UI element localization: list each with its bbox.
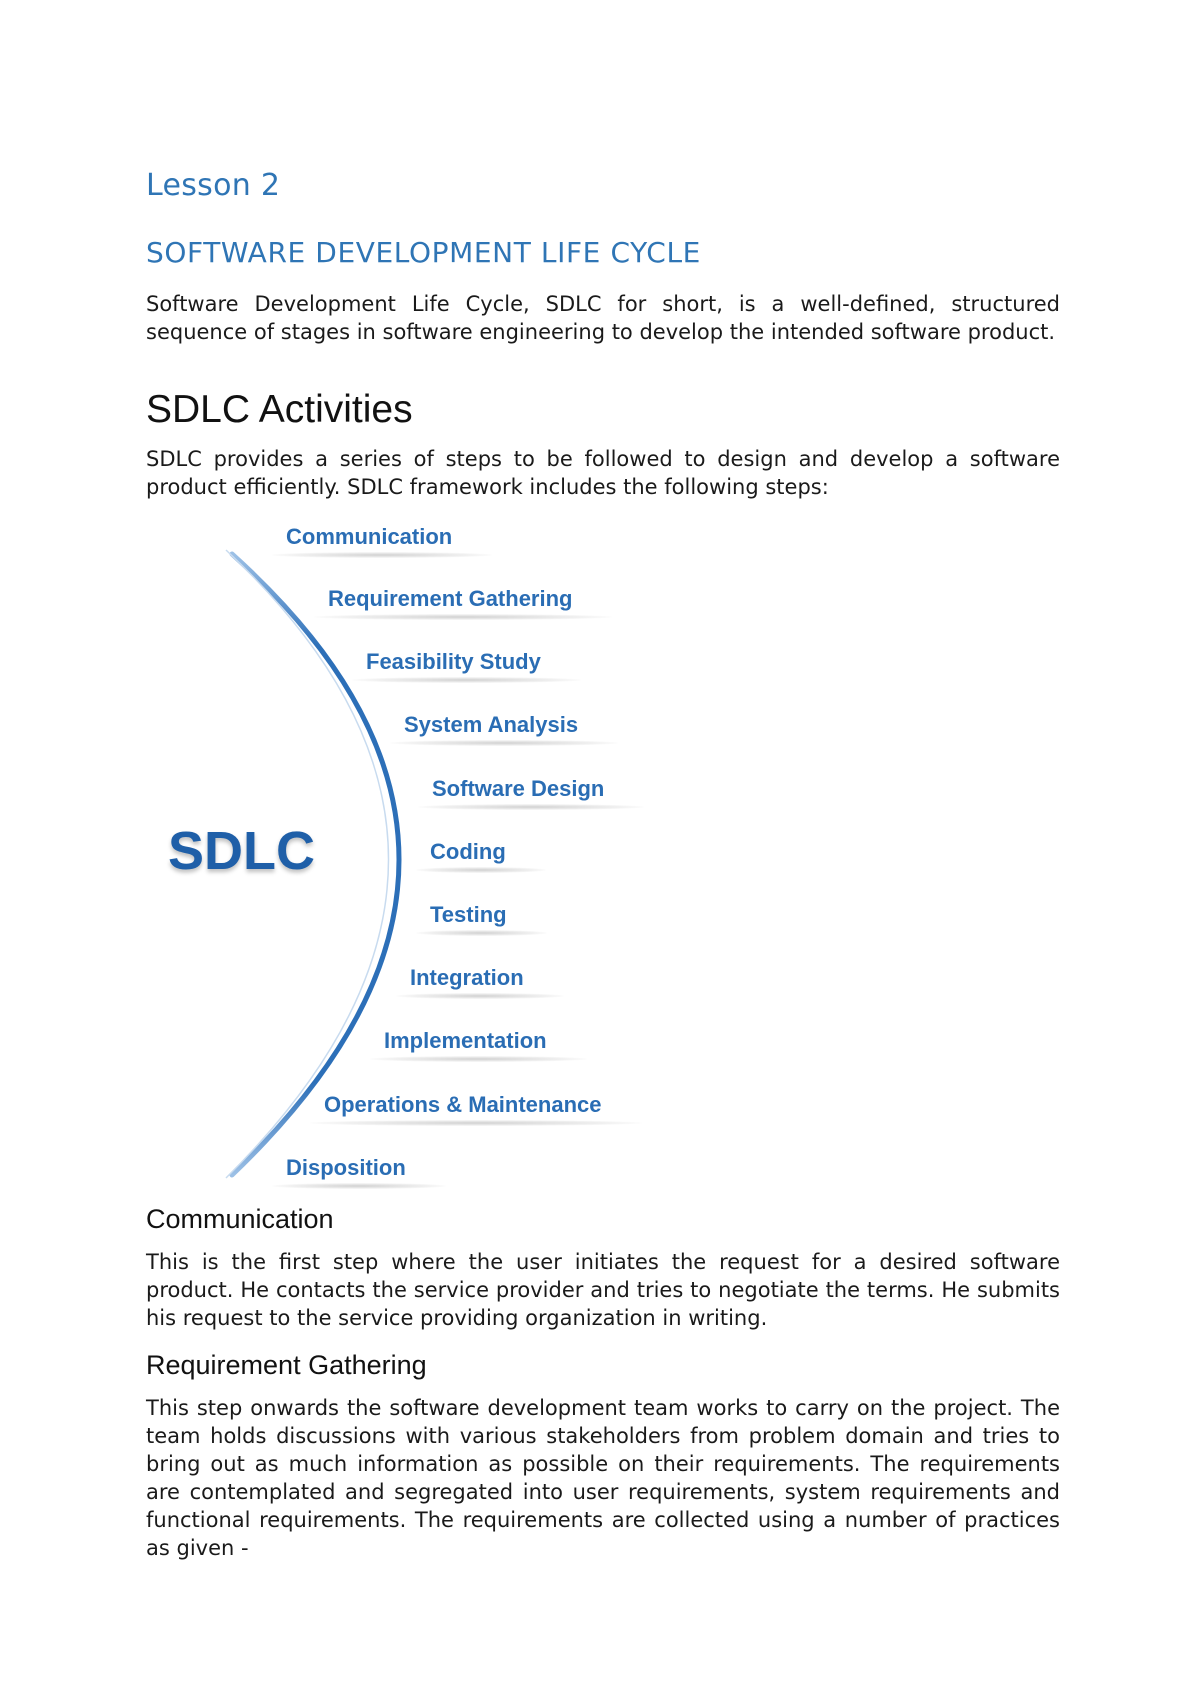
step-communication: Communication [286,524,452,558]
lesson-label: Lesson 2 [146,168,281,203]
sdlc-center-label: SDLC [168,821,315,881]
communication-paragraph: This is the first step where the user initiates the request for a desired software product. He contacts the service provider and tries to negotiate the terms. He submits his request to the service providing organization in writing. [146,1250,1060,1330]
lesson-title: SOFTWARE DEVELOPMENT LIFE CYCLE [146,236,701,269]
requirement-gathering-heading: Requirement Gathering [146,1350,427,1380]
step-feasibility-study: Feasibility Study [366,649,541,683]
activities-heading: SDLC Activities [146,388,413,431]
step-integration: Integration [410,965,524,999]
requirement-gathering-paragraph: This step onwards the software development team works to carry on the project. The team holds discussions with various stakeholders from problem domain and tries to bring out as much information as possible on their requirements. The requirements are contemplated and segregated into user requirements, system requirements and functional requirements. The requirements are collected using a number of practices as given - [146,1396,1060,1560]
step-system-analysis: System Analysis [404,712,578,746]
activities-paragraph: SDLC provides a series of steps to be followed to design and develop a software product efficiently. SDLC framework includes the following steps: [146,447,1060,499]
sdlc-diagram [146,510,666,1200]
step-coding: Coding [430,839,506,873]
intro-paragraph: Software Development Life Cycle, SDLC for short, is a well-defined, structured sequence of stages in software engineering to develop the intended software product. [146,292,1060,344]
step-testing: Testing [430,902,507,936]
step-implementation: Implementation [384,1028,547,1062]
step-software-design: Software Design [432,776,604,810]
step-operations-maintenance: Operations & Maintenance [324,1092,602,1126]
step-disposition: Disposition [286,1155,406,1189]
step-requirement-gathering: Requirement Gathering [328,586,572,620]
communication-heading: Communication [146,1204,334,1234]
